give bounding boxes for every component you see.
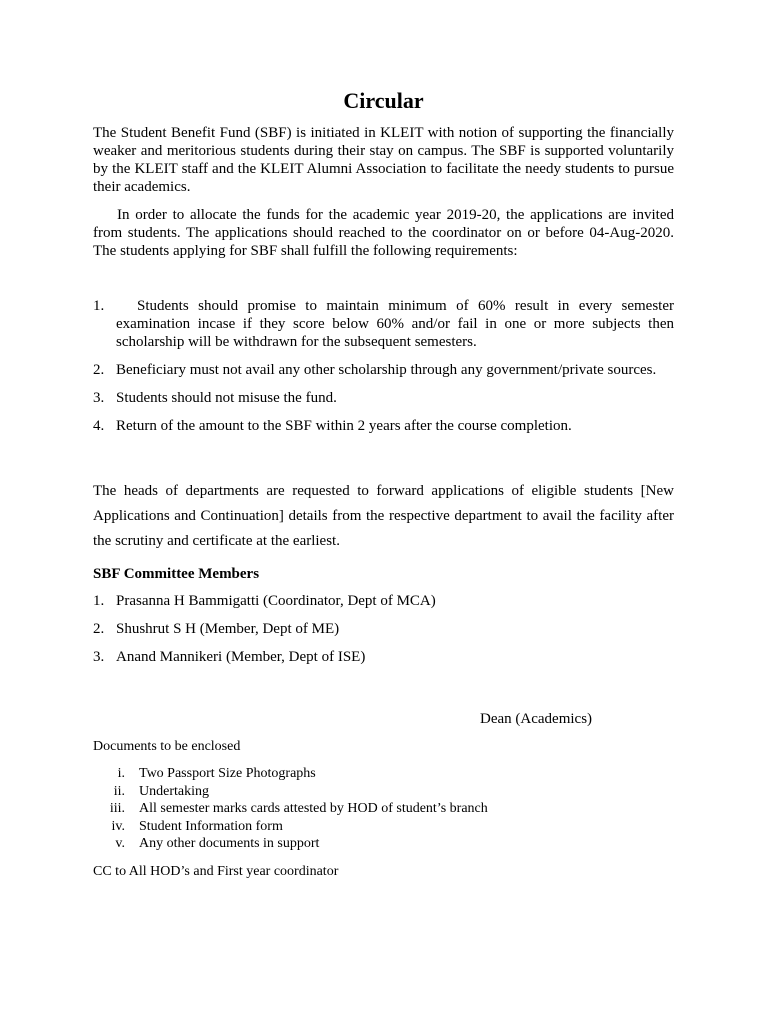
requirement-item bbox=[93, 417, 674, 435]
document-item bbox=[93, 800, 674, 817]
intro-paragraph: The Student Benefit Fund (SBF) is initiated in KLEIT with notion of supporting the financially weaker and meritorious students during their stay on campus. The SBF is supported voluntarily by the KLEIT staff and the KLEIT Alumni Association to facilitate the needy students to pursue their academics. bbox=[93, 125, 674, 195]
requirement-text: Students should promise to maintain minimum of 60% result in every semester examination incase if they score below 60% and/or fail in one or more subjects then scholarship will be withdrawn for the subsequent semesters. bbox=[116, 298, 674, 350]
requirement-item bbox=[93, 361, 674, 379]
requirement-item bbox=[93, 297, 674, 351]
committee-member bbox=[93, 592, 674, 610]
document-text: All semester marks cards attested by HOD of student’s branch bbox=[139, 801, 488, 816]
document-item bbox=[93, 818, 674, 835]
list-number: i. bbox=[117, 766, 125, 781]
member-text: Shushrut S H (Member, Dept of ME) bbox=[116, 621, 340, 637]
requirement-text: Students should not misuse the fund. bbox=[116, 390, 337, 406]
list-number: 3. bbox=[93, 649, 105, 665]
list-number: iv. bbox=[111, 819, 125, 834]
committee-heading: SBF Committee Members bbox=[93, 566, 260, 582]
page-title: Circular bbox=[343, 88, 424, 113]
document-item bbox=[93, 783, 674, 800]
member-text: Prasanna H Bammigatti (Coordinator, Dept of MCA) bbox=[116, 593, 436, 609]
list-number: iii. bbox=[109, 801, 125, 816]
invitation-paragraph: In order to allocate the funds for the academic year 2019-20, the applications are invited from students. The applications should reached to the coordinator on or before 04-Aug-2020. The students applying for SBF shall fulfill the following requirements: bbox=[93, 207, 674, 259]
document-item bbox=[93, 765, 674, 782]
document-text: Two Passport Size Photographs bbox=[139, 766, 316, 781]
list-number: 1. bbox=[93, 593, 105, 609]
list-number: v. bbox=[115, 836, 125, 851]
document-text: Any other documents in support bbox=[139, 836, 320, 851]
document-text: Student Information form bbox=[139, 819, 283, 834]
member-text: Anand Mannikeri (Member, Dept of ISE) bbox=[116, 649, 366, 665]
document-item bbox=[93, 835, 674, 852]
requirement-text: Beneficiary must not avail any other scholarship through any government/private sources. bbox=[116, 362, 657, 378]
list-number: ii. bbox=[113, 784, 125, 799]
committee-member bbox=[93, 648, 674, 666]
committee-member bbox=[93, 620, 674, 638]
list-number: 3. bbox=[93, 390, 105, 406]
documents-heading: Documents to be enclosed bbox=[93, 739, 241, 754]
list-number: 4. bbox=[93, 418, 105, 434]
circular-page bbox=[93, 0, 674, 1024]
list-number: 1. bbox=[93, 298, 105, 314]
cc-line: CC to All HOD’s and First year coordinator bbox=[93, 864, 339, 879]
requirement-text: Return of the amount to the SBF within 2 years after the course completion. bbox=[116, 418, 572, 434]
hod-request-paragraph: The heads of departments are requested to forward applications of eligible students [New Applications and Continuation] details from the respective department to avail the facility after the scrutiny and certificate at the earliest. bbox=[93, 483, 674, 549]
list-number: 2. bbox=[93, 621, 105, 637]
signature-line: Dean (Academics) bbox=[480, 711, 593, 727]
document-text: Undertaking bbox=[139, 784, 209, 799]
requirement-item bbox=[93, 389, 674, 407]
list-number: 2. bbox=[93, 362, 105, 378]
